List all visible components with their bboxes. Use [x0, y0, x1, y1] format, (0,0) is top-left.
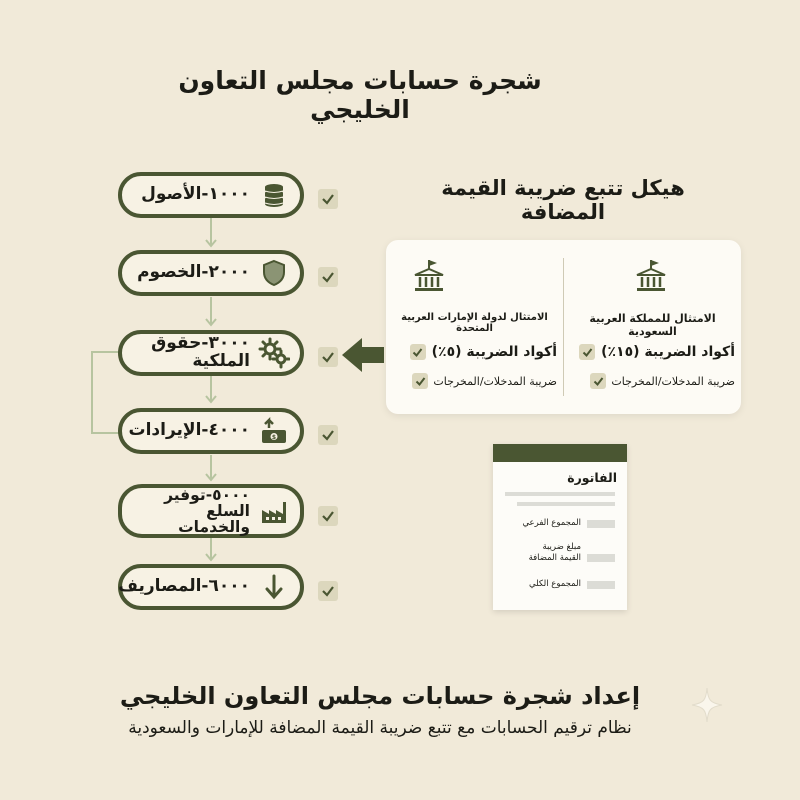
- svg-text:$: $: [271, 434, 277, 441]
- sparkle-icon: [690, 686, 724, 724]
- saudi-io-vat-row: [568, 373, 735, 389]
- column-divider: [563, 258, 564, 396]
- vat-compliance-panel: [386, 240, 741, 414]
- check-icon: [412, 373, 428, 389]
- check-icon: [318, 347, 338, 367]
- arrow-down-icon: [258, 571, 290, 603]
- account-label: ٢٠٠٠-الخصوم: [137, 262, 250, 283]
- account-label: ٥٠٠٠-توفير السلع والخدمات: [164, 485, 250, 537]
- invoice-vat-label-1: مبلغ ضريبة: [542, 542, 581, 552]
- shield-icon: [258, 257, 290, 289]
- saudi-compliance-column: [564, 240, 741, 414]
- bank-flag-icon: [412, 258, 446, 294]
- account-equity[interactable]: [118, 330, 304, 376]
- uae-tax-codes-row: [396, 344, 557, 360]
- account-assets[interactable]: [118, 172, 304, 218]
- uae-compliance-label: الامتثال لدولة الإمارات العربية المتحدة: [401, 312, 548, 334]
- account-label: ٦٠٠٠-المصاريف: [118, 576, 250, 597]
- invoice-line: [517, 502, 615, 506]
- saudi-tax-codes-label: أكواد الضريبة (١٥٪): [601, 344, 735, 360]
- factory-icon: [258, 495, 290, 527]
- page-title: شجرة حسابات مجلس التعاون الخليجي: [178, 66, 542, 124]
- saudi-compliance-label: الامتثال للمملكة العربية السعودية: [589, 312, 716, 338]
- check-icon: [579, 344, 595, 360]
- invoice-line: [505, 492, 615, 496]
- account-label: ٣٠٠٠-حقوق الملكية: [151, 333, 250, 371]
- gears-icon: [258, 337, 290, 369]
- account-cogs[interactable]: [118, 484, 304, 538]
- invoice-vat-label-2: القيمة المضافة: [528, 553, 581, 563]
- check-icon: [590, 373, 606, 389]
- check-icon: [318, 267, 338, 287]
- check-icon: [318, 506, 338, 526]
- invoice-card: [493, 444, 627, 610]
- account-revenue[interactable]: [118, 408, 304, 454]
- check-icon: [318, 189, 338, 209]
- money-up-icon: [258, 415, 290, 447]
- check-icon: [410, 344, 426, 360]
- invoice-subtotal-label: المجموع الفرعي: [522, 518, 581, 528]
- vat-structure-title: هيكل تتبع ضريبة القيمة المضافة: [441, 176, 685, 224]
- uae-io-vat-row: [390, 373, 557, 389]
- account-label: ١٠٠٠-الأصول: [141, 184, 250, 205]
- invoice-total-label: المجموع الكلي: [529, 579, 581, 589]
- account-expenses[interactable]: [118, 564, 304, 610]
- invoice-value-box: [587, 520, 615, 528]
- saudi-tax-codes-row: [574, 344, 735, 360]
- invoice-value-box: [587, 581, 615, 589]
- invoice-title: الفاتورة: [567, 470, 617, 485]
- invoice-value-box: [587, 554, 615, 562]
- check-icon: [318, 581, 338, 601]
- saudi-io-vat-label: ضريبة المدخلات/المخرجات: [611, 374, 735, 388]
- uae-compliance-column: [386, 240, 563, 414]
- footer-title: إعداد شجرة حسابات مجلس التعاون الخليجي: [119, 682, 641, 710]
- uae-tax-codes-label: أكواد الضريبة (٥٪): [431, 344, 557, 360]
- account-label: ٤٠٠٠-الإيرادات: [128, 420, 250, 441]
- check-icon: [318, 425, 338, 445]
- footer-subtitle: نظام ترقيم الحسابات مع تتبع ضريبة القيمة المضافة للإمارات والسعودية: [128, 718, 632, 738]
- invoice-header-bar: [493, 444, 627, 462]
- arrow-left-icon: [340, 334, 386, 376]
- uae-io-vat-label: ضريبة المدخلات/المخرجات: [433, 374, 557, 388]
- bank-flag-icon: [634, 258, 668, 294]
- coins-icon: [258, 179, 290, 211]
- account-liabilities[interactable]: [118, 250, 304, 296]
